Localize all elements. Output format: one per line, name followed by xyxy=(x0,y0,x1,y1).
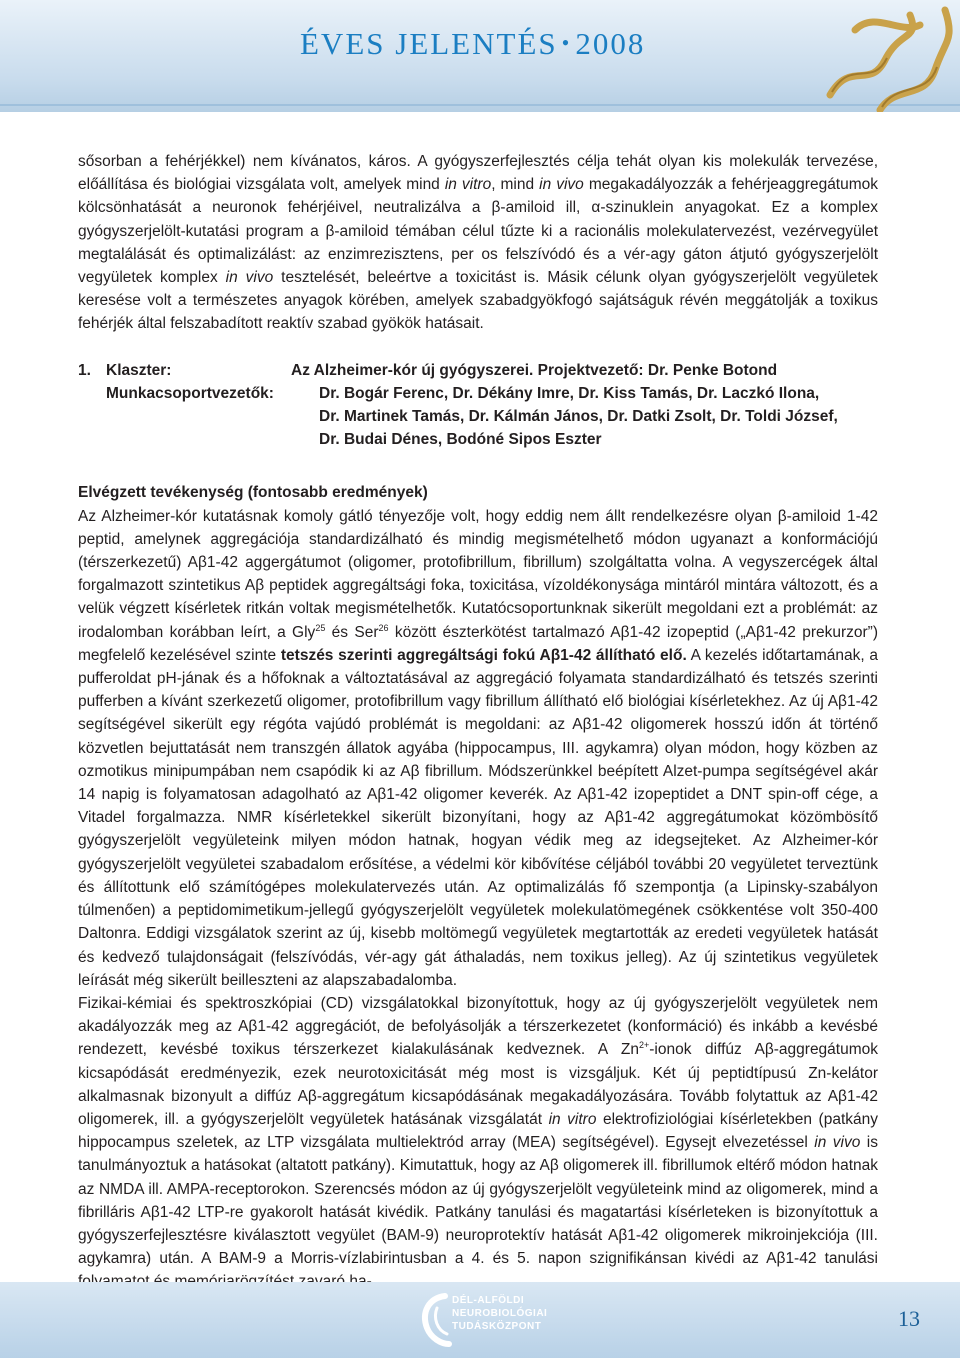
highlighted-result: tetszés szerinti aggregáltsági fokú Aβ1-42 állítható elő. xyxy=(280,646,687,664)
institute-logo-text: DÉL-ALFÖLDI NEUROBIOLÓGIAI TUDÁSKÖZPONT xyxy=(452,1295,548,1332)
physchem-paragraph: Fizikai-kémiai és spektroszkópiai (CD) vizsgálatokkal bizonyítottuk, hogy az új gyógyszerjelölt vegyületek nem akadályozzák meg az Aβ1-42 aggregációt, de befolyásolják a térszerkezetet (konformáció) és inkább a kevésbé rendezett, kevésbé toxikus térszerkezet kialakulásának kedveznek. A $Zn^{2+}$-ionok diffúz Aβ-aggregátumok kicsapódását eredményezik, ezek neurotoxicitását még most is vizsgáljuk. Két új peptidtípusú Zn-kelátor alkalmasnak bizonyult a diffúz Aβ-aggregátum kicsapódásának megakadályozására. Tovább folytattuk az Aβ1-42 oligomerek, ill. a gyógyszerjelölt vegyületek hatásának vizsgálatát in vitro elektrofiziológiai kísérletekben (patkány hippocampus szeletek, az LTP vizsgálata multielektród array (MEA) segítségével). Egysejt elvezetéssel in vivo is tanulmányoztuk a hatásokat (altatott patkány). Kimutattuk, hogy az Aβ oligomerek ill. fibrillumok eltérő módon hatnak az NMDA ill. AMPA-receptorokon. Szerencsés módon az új gyógyszerjelölt vegyületeink mind az oligomerek, mind a fibrilláris Aβ1-42 LTP-re gyakorolt hatását kivédik. Patkány tanulási és magatartási kísérleteken is bizonyítottuk a gyógyszerfejlesztésre kiválasztott vegyület (BAM-9) neuroprotektív hatását Aβ1-42 oligomerek mikroinjekciója (III. agykamra) után. A BAM-9 a Morris-vízlabirintusban a 4. és 5. napon szignifikánsan kivédi az Aβ1-42 tanulási xyxy=(78,994,879,1268)
members-line: Dr. Bogár Ferenc, Dr. Dékány Imre, Dr. Kiss Tamás, Dr. Laczkó Ilona, xyxy=(319,384,820,402)
intro-paragraph: sősorban a fehérjékkel) nem kívánatos, káros. A gyógyszerfejlesztés célja tehát olyan kis molekulák tervezése, előállítása és biológiai vizsgálata volt, amelyek mind in vitro, mind in vivo megakadályozzák a fehérjeaggregátumok kölcsönhatását a neuronok fehérjéivel, neutralizálva a β-amiloid ill, α-szinuklein anyagokat. Ez a komplex gyógyszerjelölt-kutatási program a β-amiloid témában célul tűzte ki a racionális molekulatervezést, vezérvegyület megtalálását és optimalizálást: az enzimrezisztens, per os felszívódó és a vér-agy gáton átjutó gyógyszerjelölt vegyületek komplex in vivo tesztelését, beleértve a toxicitást is. Másik célunk olyan gyógyszerjelölt vegyületek keresése volt a természetes anyagok körében, amelyek szabadgyökfogó sajátságuk révén meggátolják a toxikus fehérjék által felszabadított reaktív szabad gyökök hatásait. xyxy=(78,153,879,333)
report-title xyxy=(300,26,645,62)
page-header xyxy=(0,0,960,112)
cluster-label: Klaszter: xyxy=(106,361,172,379)
cluster-row xyxy=(78,359,878,382)
members-row xyxy=(78,428,878,451)
members-line: Dr. Budai Dénes, Bodóné Sipos Eszter xyxy=(319,431,602,449)
superscript: 2+ xyxy=(639,1040,650,1051)
cluster-block xyxy=(78,359,878,452)
title-separator: • xyxy=(561,30,572,55)
members-row xyxy=(78,382,878,405)
title-text: ÉVES JELENTÉS xyxy=(300,26,558,61)
page-content xyxy=(78,150,878,1294)
members-line: Dr. Martinek Tamás, Dr. Kálmán János, Dr. Datki Zsolt, Dr. Toldi József, xyxy=(319,408,838,426)
superscript: 25 xyxy=(315,622,326,633)
cluster-title: Az Alzheimer-kór új gyógyszerei. Projektvezető: Dr. Penke Botond xyxy=(291,361,778,379)
members-row xyxy=(78,405,878,428)
members-label: Munkacsoportvezetők: xyxy=(106,384,274,402)
superscript: 26 xyxy=(378,622,389,633)
protein-structure-icon xyxy=(760,0,960,112)
title-year: 2008 xyxy=(575,26,646,61)
page-number: 13 xyxy=(898,1306,920,1331)
section-title: Elvégzett tevékenység (fontosabb eredmények) xyxy=(78,484,428,502)
results-paragraph: Az Alzheimer-kór kutatásnak komoly gátló tényezője volt, hogy eddig nem állt rendelkezésre olyan β-amiloid 1-42 peptid, amelynek aggregációja standardizálható és mindig megismételhető módon ugyanazt a konformációjú (térszerkezetű) Aβ1-42 aggergátumot (oligomer, protofibrillum, fibrillum) szolgáltatta volna. A vegyszercégek által forgalmazott szintetikus Aβ peptidek aggregáltsági foka, toxicitása, vízoldékonysága mintáról mintára változott, és a velük végzett kísérletek ritkán voltak megismételhetők. Kutatócsoportunknak sikerült megoldani ezt a problémát: az irodalomban korábban leírt, a Gly$^{25}$ és Ser$^{26}$ között észterkötést tartalmazó Aβ1-42 izopeptid („Aβ1-42 prekurzor”) megfelelő kezelésével szinte tetszés szerinti aggregáltsági fokú Aβ1-42 állítható elő. A kezelés időtartamának, a pufferoldat pH-jának és a hőfoknak a változtatásával az aggregáció folyamata standardizálható és tetszés szerinti pufferben a kívánt szerkezetű oligomer, protofibrillum vagy fibrillum állítható elő biológiai kísérletekhez. Az új Aβ1-42 segítségével sikerült egy régóta vajúdó problémát is megoldani: az Aβ1-42 oligomerek hosszú időn át történő közvetlen bejuttatását nem transzgén állatok agyába (hippocampus, III. agykamra) olyan módon, hogy közben az ozmotikus minipumpában nem csapódik ki az Aβ fibrillum. Módszerünkkel beépített Alzet-pumpa segítségével akár 14 napig is folyamatosan adagolható az Aβ1-42 oligomer keverék. Az Aβ1-42 izopeptidet a DNT spin-off cége, a Vitadel forgalmazza. NMR kísérletekkel sikerült bizonyítani, hogy az Aβ1-42 aggregátumokat közömbösítő gyógyszerjelölt vegyületeink milyen módon hatnak, hogyan védik meg az idegsejteket. Az Alzheimer-kór gyógyszerjelölt vegyületei szabadalom erősítése, a védelmi kör kibővítése céljából további 20 vegyületet terveztünk és állítottunk elő számítógépes molekulatervezés után. Az optimalizálás fő szempontja (a Lipinsky-szabályon túlmenően) a peptidomimetikum-jellegű gyógyszerjelölt vegyületek molekulatömegének csökkentése volt 350-400 Daltonra. Eddigi vizsgálatok szerint az új, kisebb moltömegű vegyületek megtartották az eredeti vegyületek hatását és kedvező tulajdonságait (felszívódás, vér-agy gát áthaladás, nem toxikus jelleg). Az új szintetikus vegyületek leírását még sikerült beilleszteni az alapszabadalomba. xyxy=(78,507,879,989)
cluster-number: 1. xyxy=(78,361,91,379)
